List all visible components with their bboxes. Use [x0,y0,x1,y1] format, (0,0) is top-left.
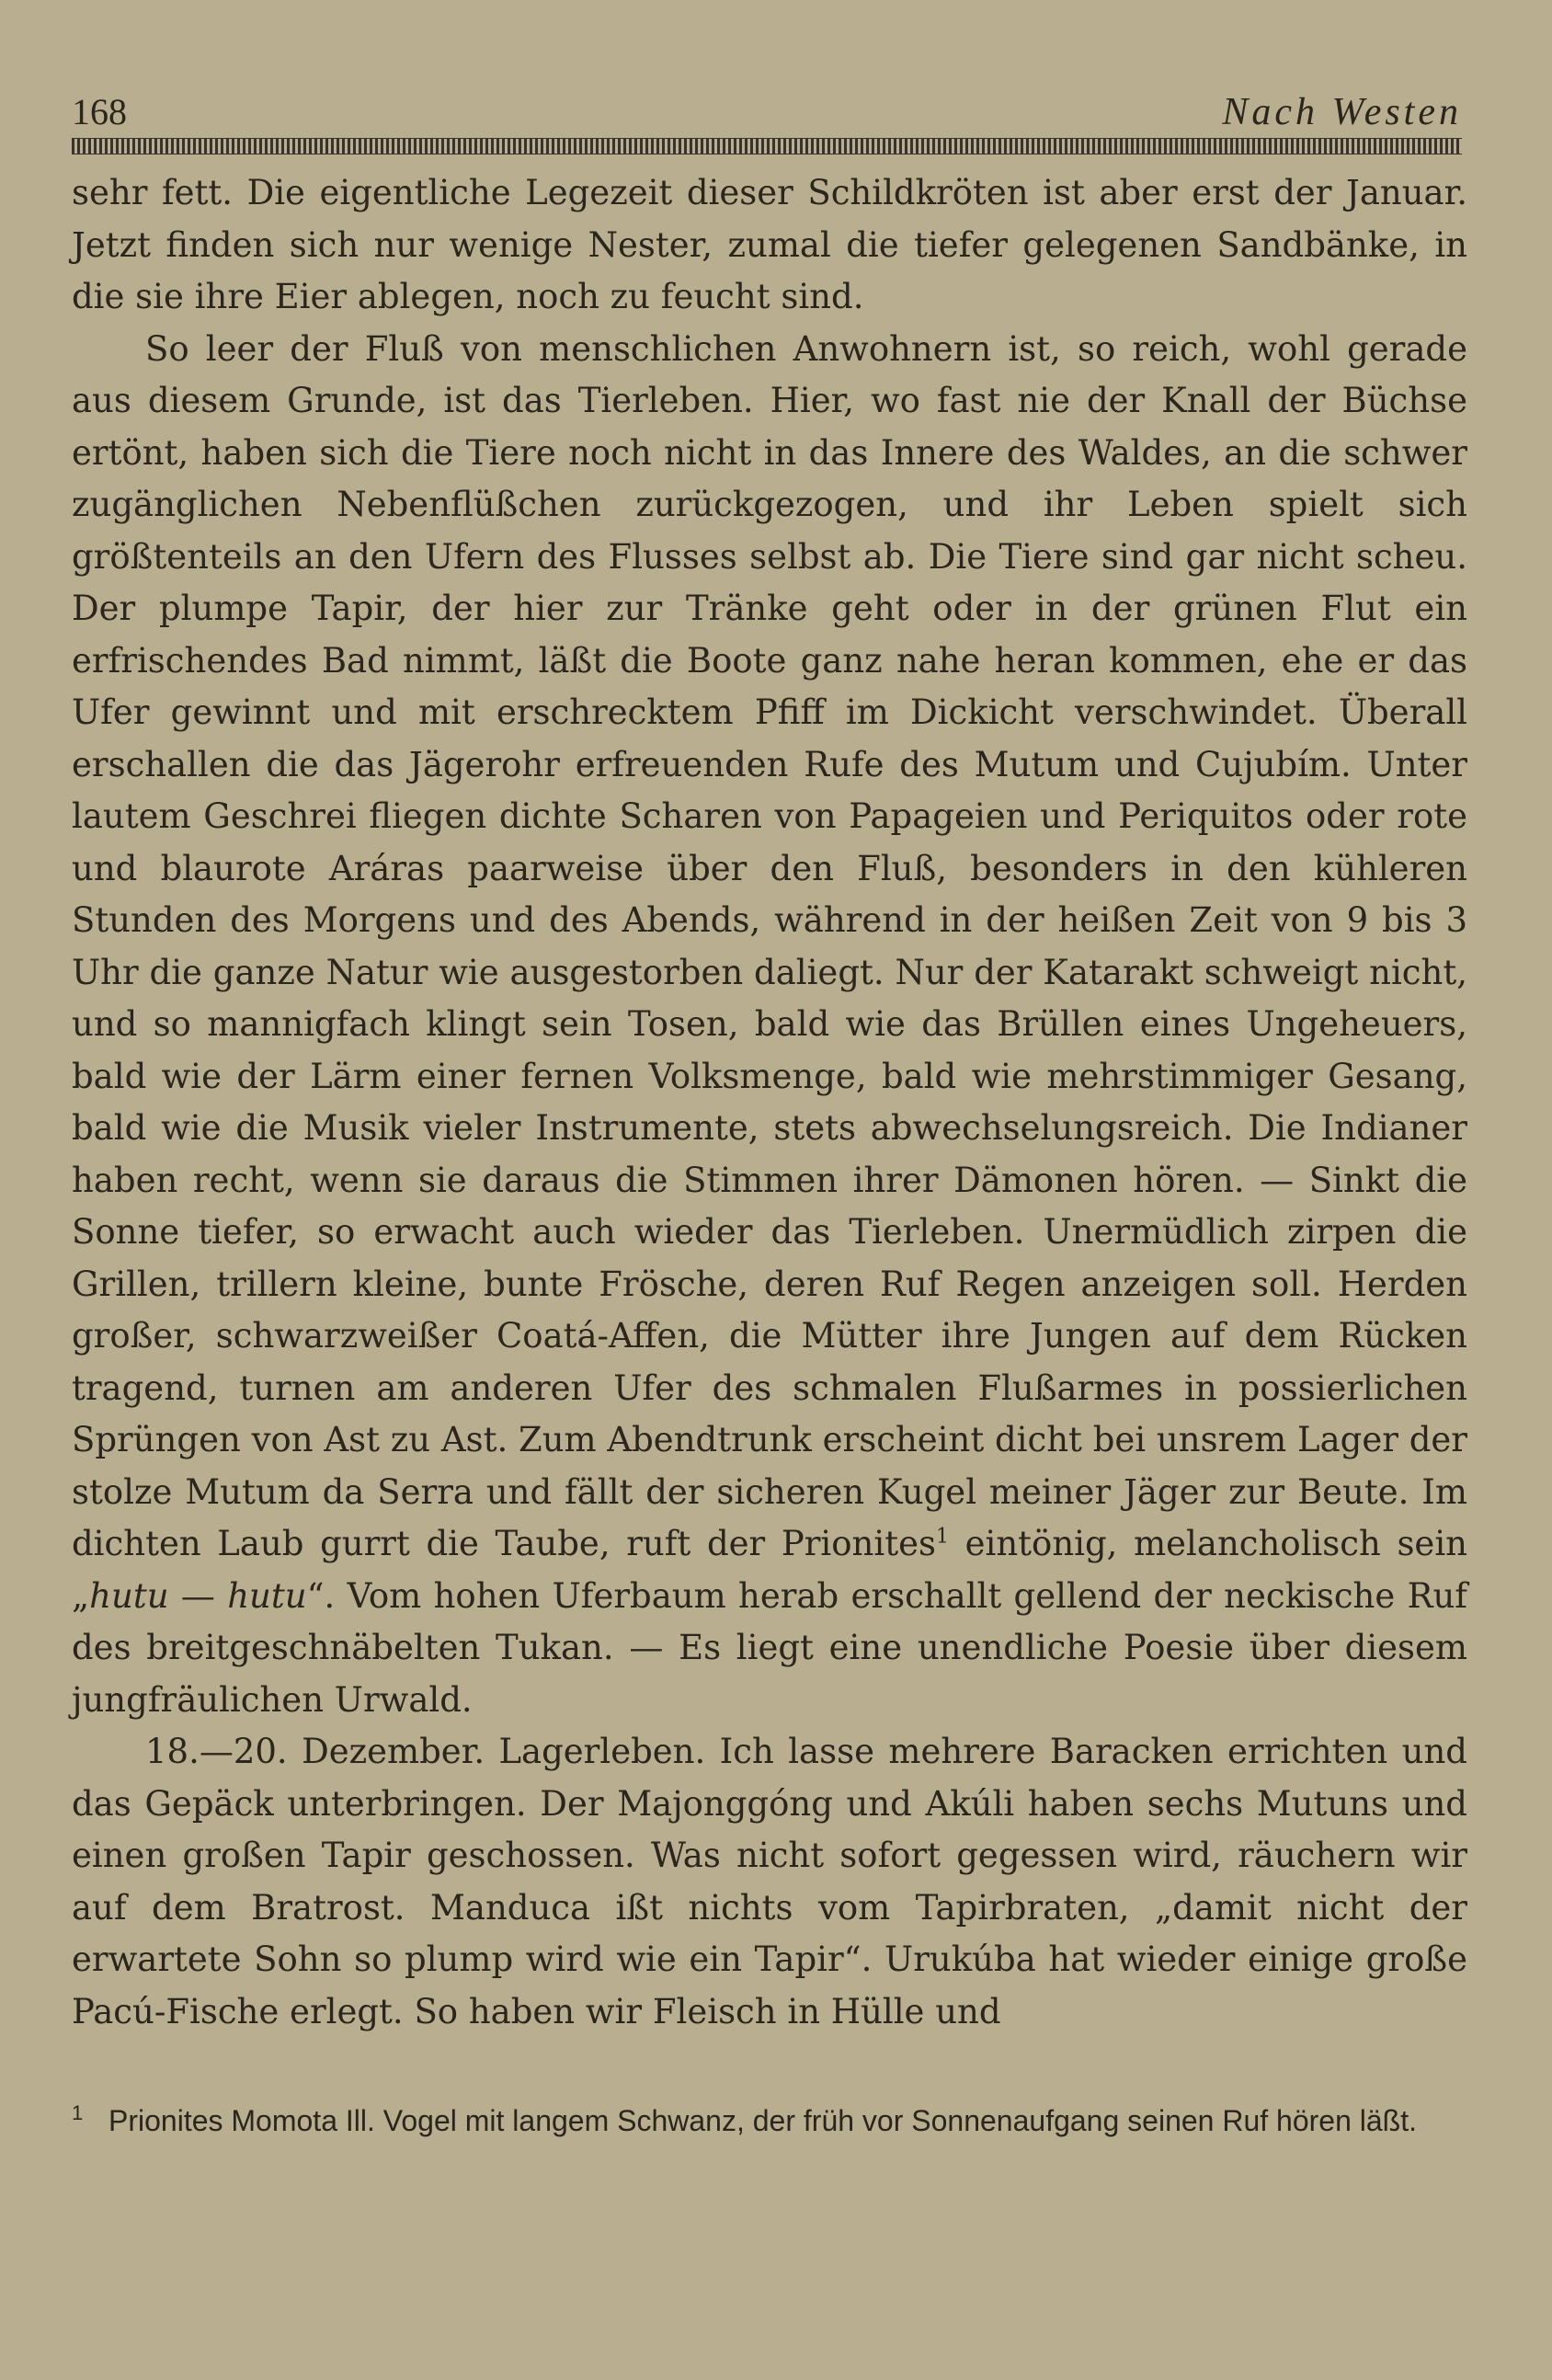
emphasized-text: hutu [227,1575,307,1616]
paragraph [72,324,1467,1727]
header-rule [72,138,1462,154]
text-segment: 18.—20. Dezember. Lagerleben. Ich lasse mehrere Baracken errichten und das Gepäck unterbringen. Der Majonggóng und Akúli haben sechs Mutuns und einen großen Tapir geschossen. Was nicht sofort gegessen wird, räuchern wir auf dem Bratrost. Manduca ißt nichts vom Tapirbraten, „damit nicht der erwartete Sohn so plump wird wie ein Tapir“. Urukúba hat wieder einige große Pacú-Fische erlegt. So haben wir Fleisch in Hülle und [72,1732,1467,2031]
text-segment: sehr fett. Die eigentliche Legezeit dieser Schildkröten ist aber erst der Januar. Jetzt finden sich nur wenige Nester, zumal die tiefer gelegenen Sandbänke, in die sie ihre Eier ablegen, noch zu feucht sind. [72,173,1467,316]
text-segment: eintönig, melancholisch sein „ [72,1524,1467,1616]
paragraph [72,1726,1467,2038]
footnotes [72,2097,1467,2145]
running-title: Nach Westen [1222,91,1462,133]
paragraph [72,167,1467,324]
text-segment: So leer der Fluß von menschlichen Anwohnern ist, so reich, wohl gerade aus diesem Grunde, ist das Tierleben. Hier, wo fast nie der Knall der Büchse ertönt, haben sich die Tiere noch nicht in das Innere des Waldes, an die schwer zugänglichen Nebenflüßchen zurückgezogen, und ihr Leben spielt sich größtenteils an den Ufern des Flusses selbst ab. Die Tiere sind gar nicht scheu. Der plumpe Tapir, der hier zur Tränke geht oder in der grünen Flut ein erfrischendes Bad nimmt, läßt die Boote ganz nahe heran kommen, ehe er das Ufer gewinnt und mit erschrecktem Pfiff im Dickicht verschwindet. Überall erschallen die das Jägerohr erfreuenden Rufe des Mutum und Cujubím. Unter lautem Geschrei fliegen dichte Scharen von Papageien und Periquitos oder rote und blaurote Aráras paarweise über den Fluß, besonders in den kühleren Stunden des Morgens und des Abends, während in der heißen Zeit von 9 bis 3 Uhr die ganze Natur wie ausgestorben daliegt. Nur der Katarakt schweigt nicht, und so mannigfach klingt sein Tosen, bald wie das Brüllen eines Ungeheuers, bald wie der Lärm einer fernen Volksmenge, bald wie mehrstimmiger Gesang, bald wie die Musik vieler Instrumente, stets abwechselungsreich. Die Indianer haben recht, wenn sie daraus die Stimmen ihrer Dämonen hören. — Sinkt die Sonne tiefer, so erwacht auch wieder das Tierleben. Unermüdlich zirpen die Grillen, trillern kleine, bunte Frösche, deren Ruf Regen anzeigen soll. Herden großer, schwarzweißer Coatá-Affen, die Mütter ihre Jungen auf dem Rücken tragend, turnen am anderen Ufer des schmalen Flußarmes in possierlichen Sprüngen von Ast zu Ast. Zum Abendtrunk erscheint dicht bei unsrem Lager der stolze Mutum da Serra und fällt der sicheren Kugel meiner Jäger zur Beute. Im dichten Laub gurrt die Taube, ruft der Prionites [72,328,1467,1563]
page-number: 168 [72,91,127,132]
footnote-text: Prionites Momota Ill. Vogel mit langem Schwanz, der früh vor Sonnenaufgang seinen Ruf hören läßt. [108,2104,1417,2137]
body-text [72,167,1467,2038]
text-segment: “. Vom hohen Uferbaum herab erschallt gellend der neckische Ruf des breitgeschnäbelten Tukan. — Es liegt eine unendliche Poesie über diesem jungfräulichen Urwald. [72,1575,1467,1720]
footnote-reference: 1 [935,1525,949,1549]
page-header [72,90,1462,142]
text-segment: — [168,1575,228,1616]
footnote: 1 Prionites Momota Ill. Vogel mit langem Schwanz, der früh vor Sonnenaufgang seinen Ruf hören läßt. [72,2101,1417,2137]
emphasized-text: hutu [89,1575,169,1616]
